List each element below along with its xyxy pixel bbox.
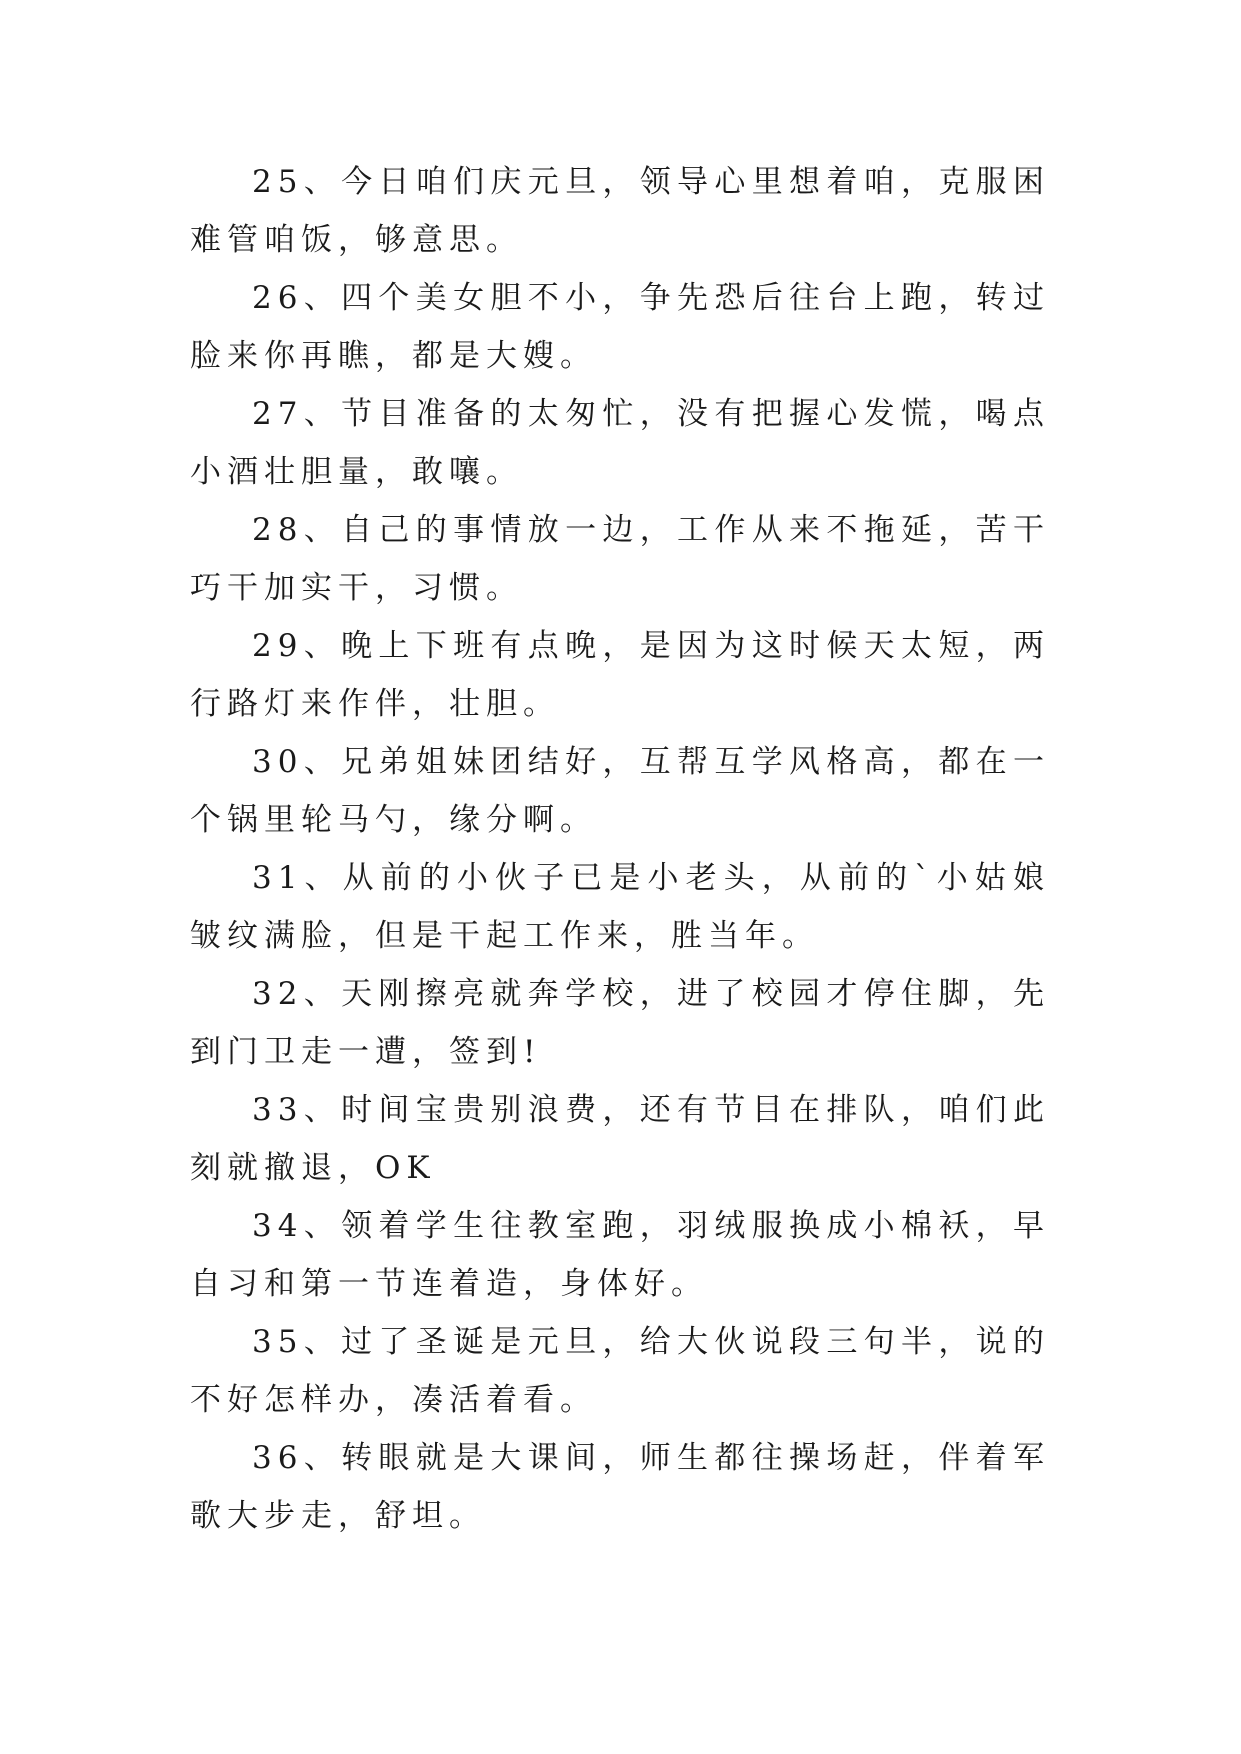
paragraph-29: 29、晚上下班有点晚，是因为这时候天太短，两行路灯来作伴，壮胆。: [190, 628, 1050, 722]
paragraph-28: 28、自己的事情放一边，工作从来不拖延，苦干巧干加实干，习惯。: [190, 512, 1050, 606]
paragraph-25: 25、今日咱们庆元旦，领导心里想着咱，克服困难管咱饭，够意思。: [190, 164, 1050, 258]
paragraph-34: 34、领着学生往教室跑，羽绒服换成小棉袄，早自习和第一节连着造，身体好。: [190, 1208, 1050, 1302]
paragraph-35: 35、过了圣诞是元旦，给大伙说段三句半，说的不好怎样办，凑活着看。: [190, 1324, 1050, 1418]
paragraph-26: 26、四个美女胆不小，争先恐后往台上跑，转过脸来你再瞧，都是大嫂。: [190, 280, 1050, 374]
paragraph-31: 31、从前的小伙子已是小老头，从前的`小姑娘皱纹满脸，但是干起工作来，胜当年。: [190, 860, 1050, 954]
paragraph-36: 36、转眼就是大课间，师生都往操场赶，伴着军歌大步走，舒坦。: [190, 1440, 1050, 1534]
paragraph-33: 33、时间宝贵别浪费，还有节目在排队，咱们此刻就撤退，OK: [190, 1092, 1050, 1186]
paragraph-27: 27、节目准备的太匆忙，没有把握心发慌，喝点小酒壮胆量，敢嚷。: [190, 396, 1050, 490]
paragraph-32: 32、天刚擦亮就奔学校，进了校园才停住脚，先到门卫走一遭，签到!: [190, 976, 1050, 1070]
paragraph-30: 30、兄弟姐妹团结好，互帮互学风格高，都在一个锅里轮马勺，缘分啊。: [190, 744, 1050, 838]
document-body: [190, 153, 1050, 1545]
